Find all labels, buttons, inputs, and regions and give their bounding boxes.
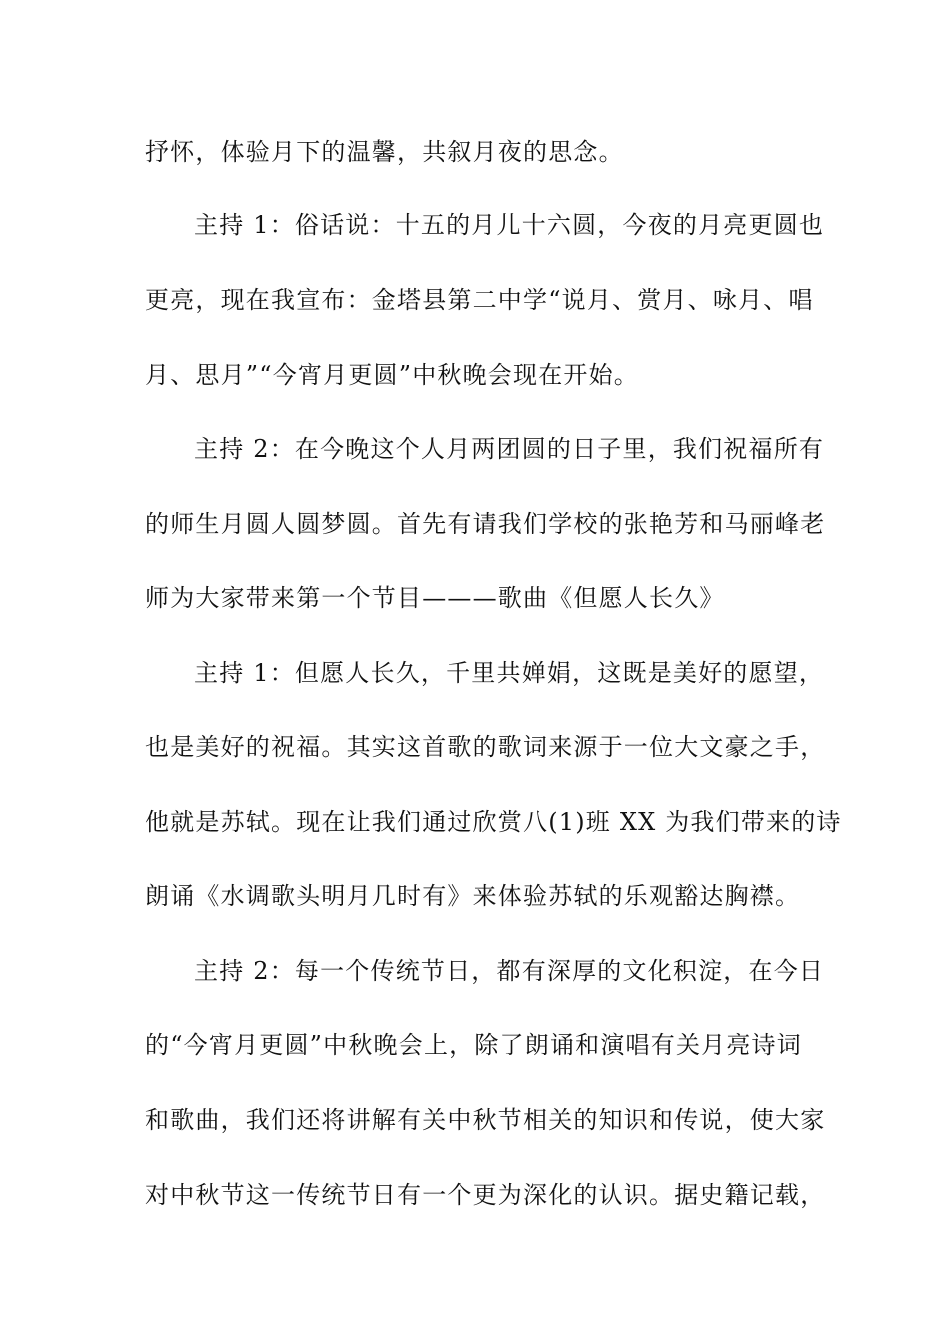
text-line: 抒怀，体验月下的温馨，共叙月夜的思念。 bbox=[145, 138, 624, 166]
text-line: 月、思月”“今宵月更圆”中秋晚会现在开始。 bbox=[145, 361, 640, 389]
text-line: 更亮，现在我宣布：金塔县第二中学“说月、赏月、咏月、唱 bbox=[145, 286, 814, 314]
text-line: 的“今宵月更圆”中秋晚会上，除了朗诵和演唱有关月亮诗词 bbox=[145, 1031, 802, 1059]
text-line: 主持 1：俗话说：十五的月儿十六圆，今夜的月亮更圆也 bbox=[194, 211, 825, 239]
text-line: 的师生月圆人圆梦圆。首先有请我们学校的张艳芳和马丽峰老 bbox=[145, 510, 826, 538]
text-line: 主持 2：在今晚这个人月两团圆的日子里，我们祝福所有 bbox=[194, 435, 825, 463]
text-line: 也是美好的祝福。其实这首歌的歌词来源于一位大文豪之手， bbox=[145, 733, 826, 761]
text-line: 和歌曲，我们还将讲解有关中秋节相关的知识和传说，使大家 bbox=[145, 1106, 826, 1134]
text-line: 朗诵《水调歌头明月几时有》来体验苏轼的乐观豁达胸襟。 bbox=[145, 882, 801, 910]
text-line: 主持 1：但愿人长久，千里共婵娟，这既是美好的愿望， bbox=[194, 659, 825, 687]
text-line: 他就是苏轼。现在让我们通过欣赏八(1)班 XX 为我们带来的诗 bbox=[145, 808, 842, 836]
text-line: 对中秋节这一传统节日有一个更为深化的认识。据史籍记载， bbox=[145, 1181, 826, 1209]
text-line: 主持 2：每一个传统节日，都有深厚的文化积淀，在今日 bbox=[194, 957, 825, 985]
text-line: 师为大家带来第一个节目———歌曲《但愿人长久》 bbox=[145, 584, 725, 612]
